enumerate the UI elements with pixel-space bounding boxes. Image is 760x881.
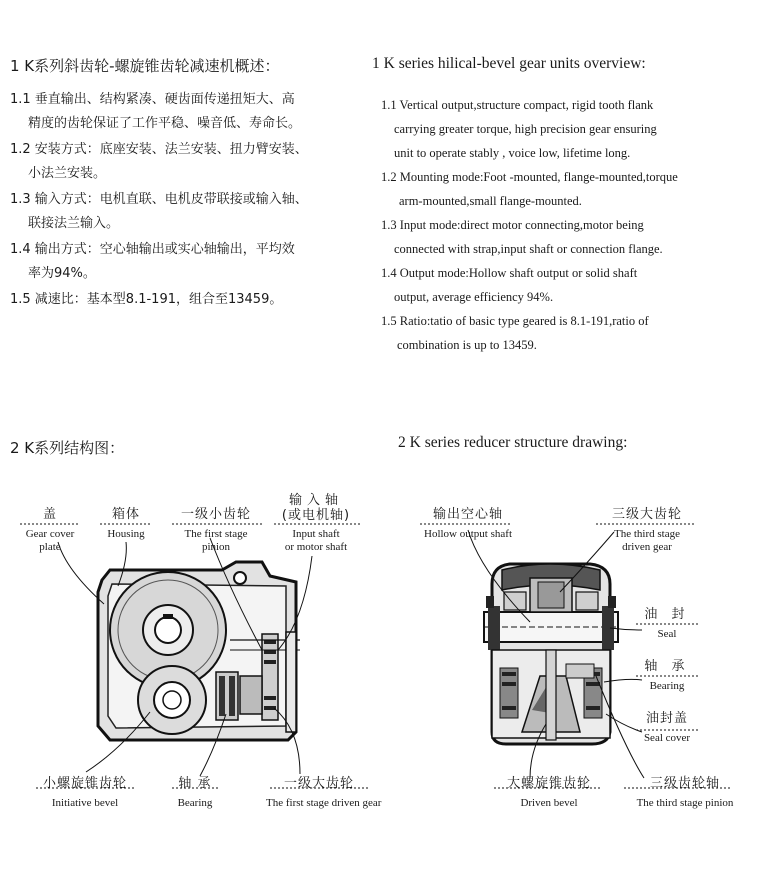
en-drawing-title: 2 K series reducer structure drawing:: [398, 434, 628, 451]
label-initiative-bevel: 小螺旋锥齿轮 Initiative bevel: [42, 776, 127, 809]
label-housing: 箱体 Housing: [107, 507, 145, 540]
en-overview-list: [381, 93, 756, 357]
en-overview-title: 1 K series hilical-bevel gear units overview:: [372, 55, 646, 72]
cn-item-5: 1.5 减速比：基本型8.1-191，组合至13459。: [10, 292, 283, 307]
cn-overview-list: [10, 88, 355, 314]
label-bearing-left: 轴 承 Bearing: [177, 776, 213, 809]
cn-item-1: 1.1 垂直输出、结构紧凑、硬齿面传递扭矩大、高 精度的齿轮保证了工作平稳、噪音低、寿命长。: [10, 92, 302, 131]
label-driven-bevel: 大螺旋锥齿轮 Driven bevel: [506, 776, 591, 809]
label-third-driven-gear: 三级大齿轮 The third stage driven gear: [611, 507, 682, 553]
cn-item-2: 1.2 安装方式：底座安装、法兰安装、扭力臂安装、 小法兰安装。: [10, 142, 308, 181]
cn-overview-title: 1 K系列斜齿轮-螺旋锥齿轮减速机概述：: [10, 57, 280, 75]
en-item-4: 1.4 Output mode:Hollow shaft output or solid shaft output, average efficiency 94%.: [381, 266, 638, 304]
label-first-driven-gear: 一级大齿轮 The first stage driven gear: [266, 776, 382, 809]
label-bearing-right: 轴 承 Bearing: [644, 659, 690, 692]
cn-item-4: 1.4 输出方式：空心轴输出或实心轴输出，平均效 率为94%。: [10, 242, 295, 281]
label-gear-cover: 盖 Gear cover plate: [25, 507, 75, 553]
label-seal-cover: 油封盖 Seal cover: [643, 711, 691, 744]
label-seal: 油 封 Seal: [644, 607, 690, 640]
en-item-3: 1.3 Input mode:direct motor connecting,motor being connected with strap,input shaft or connection flange.: [381, 218, 663, 256]
label-input-shaft: 输入轴 (或电机轴) Input shaft or motor shaft: [281, 493, 351, 553]
en-item-5: 1.5 Ratio:tatio of basic type geared is 8.1-191,ratio of combination is up to 13459.: [381, 314, 649, 352]
label-third-stage-pinion: 三级齿轮轴 The third stage pinion: [636, 776, 734, 809]
en-item-1: 1.1 Vertical output,structure compact, rigid tooth flank carrying greater torque, high precision gear ensuring unit to operate stably , voice low, lifetime long.: [381, 98, 657, 160]
right-gearbox-diagram: [380, 500, 760, 820]
label-hollow-output-shaft: 输出空心轴 Hollow output shaft: [424, 507, 512, 540]
cn-drawing-title: 2 K系列结构图：: [10, 439, 125, 457]
en-item-2: 1.2 Mounting mode:Foot -mounted, flange-mounted,torque arm-mounted,small flange-mounted.: [381, 170, 678, 208]
cn-item-3: 1.3 输入方式：电机直联、电机皮带联接或输入轴、 联接法兰输入。: [10, 192, 308, 231]
label-first-pinion: 一级小齿轮 The first stage pinion: [180, 507, 251, 553]
